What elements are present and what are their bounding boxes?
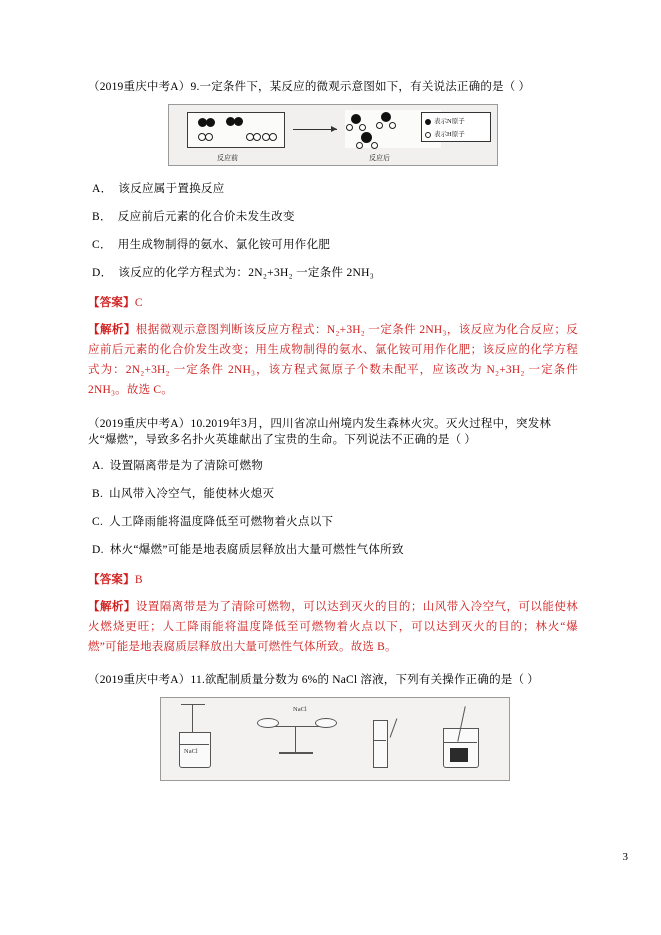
figure-caption-after: 反应后 [369,154,390,162]
page-number: 3 [622,851,628,863]
question-9-answer: 【答案】C [88,297,143,309]
reaction-arrow [293,129,337,130]
atom-h [359,124,366,131]
atom-n [381,112,391,122]
question-9-option-c: C． 用生成物制得的氨水、氯化铵可用作化肥 [92,239,331,251]
liquid-level-line-1 [179,744,209,745]
question-10-option-b: B. 山风带入冷空气，能使林火熄灭 [92,487,275,500]
question-9-explanation: 【解析】根据微观示意图判断该反应方程式：N₂+3H₂ 一定条件 2NH₃，该反应为化合反应；反应前后元素的化合价发生改变；用生成物制得的氨水、氯化铵可用作化肥；该反应的化学方程式为：2N₂+3H₂ 一定条件 2NH₃，该方程式氮原子个数未配平，应该改为 N₂+3H₂ 一定条件 2NH₃。故选 C。 [88,324,578,397]
page-content [88,78,578,781]
solid-residue [450,748,468,762]
question-9-option-d: D． 该反应的化学方程式为：2N₂+3H₂ 一定条件 2NH₃ [92,267,375,279]
legend-swatch-h-icon [425,132,431,138]
atom-n [206,118,215,127]
beaker-1-label: NaCl [184,747,198,755]
question-10-answer: 【答案】B [88,573,143,586]
atom-h [269,133,277,141]
dropper [390,718,398,737]
figure-legend [421,112,491,142]
atom-h [376,122,383,129]
legend-swatch-n-icon [425,119,431,125]
support-line-1 [181,704,205,705]
question-10-option-d: D. 林火“爆燃”可能是地表腐质层释放出大量可燃性气体所致 [92,543,404,556]
liquid-level-line-3 [443,742,477,743]
reactants-box [187,112,285,148]
atom-h [205,133,213,141]
glass-rod-1 [192,704,193,732]
question-9-option-b: B． 反应前后元素的化合价未发生改变 [92,211,295,223]
balance-pan-left [257,718,279,728]
question-11-stem: （2019重庆中考A）11.欲配制质量分数为 6%的 NaCl 溶液，下列有关操作正确的是（ ） [88,673,539,686]
balance-pan-right [315,718,337,728]
legend-row-n: 表示N原子 [425,115,487,128]
atom-h [389,122,396,129]
question-10-option-a: A. 设置隔离带是为了清除可燃物 [92,459,264,472]
nacl-solution-preparation-diagram [160,697,510,781]
balance-label: NaCl [293,705,307,713]
atom-h [356,142,363,149]
atom-n [361,132,372,143]
balance-base [279,752,313,754]
measuring-cylinder [373,720,388,768]
question-9-stem: （2019重庆中考A）9.一定条件下，某反应的微观示意图如下，有关说法正确的是（ ） [88,81,531,93]
balance-column [295,726,296,752]
legend-row-h: 表示H原子 [425,128,487,141]
atom-n [234,117,243,126]
figure-caption-before: 反应前 [217,154,238,162]
question-10-explanation: 【解析】设置隔离带是为了清除可燃物，可以达到灭火的目的；山风带入冷空气，可以能使林火燃烧更旺；人工降雨能将温度降低至可燃物着火点以下，可以达到灭火的目的；林火“爆燃”可能是地表腐质层释放出大量可燃性气体所致。故选 B。 [88,600,578,653]
question-9-option-a: A． 该反应属于置换反应 [92,183,225,195]
question-10-option-c: C. 人工降雨能将温度降低至可燃物着火点以下 [92,515,334,528]
question-10-stem: （2019重庆中考A）10.2019年3月，四川省凉山州境内发生森林火灾。灭火过程中，突发林火“爆燃”，导致多名扑火英雄献出了宝贵的生命。下列说法不正确的是（ ） [88,417,552,446]
atom-h [371,142,378,149]
atom-h [253,133,261,141]
atom-n [351,114,361,124]
micro-reaction-diagram [168,104,498,166]
liquid-level-line-2 [373,740,386,741]
atom-h [346,124,353,131]
